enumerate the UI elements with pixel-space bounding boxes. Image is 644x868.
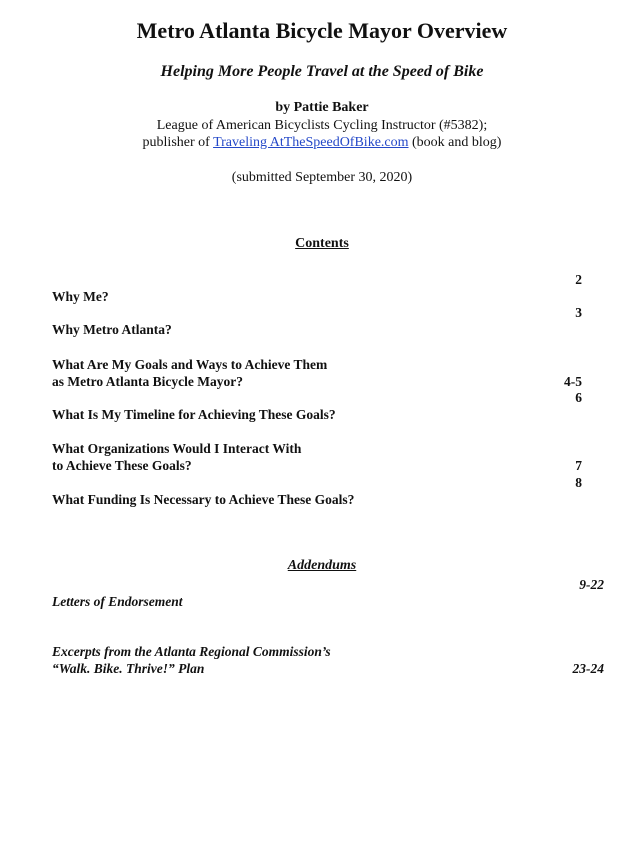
document-title: Metro Atlanta Bicycle Mayor Overview: [136, 18, 508, 43]
contents-heading-text: Contents: [295, 236, 349, 251]
toc-entry-page: 7: [575, 458, 582, 473]
toc-entry-title-line: to Achieve These Goals?: [52, 458, 192, 473]
toc-entry-page: 8: [575, 475, 582, 490]
credential-line: League of American Bicyclists Cycling Instructor (#5382);: [156, 118, 488, 133]
toc-entry-title-line: What Organizations Would I Interact With: [52, 441, 302, 456]
toc-entry-title-line: as Metro Atlanta Bicycle Mayor?: [52, 374, 243, 389]
toc-entry-page: 3: [575, 305, 582, 320]
toc-entry-goals[interactable]: [52, 356, 582, 390]
toc-entry-title: Why Metro Atlanta?: [52, 322, 172, 337]
addendum-entry-page: 9-22: [579, 577, 604, 592]
toc-entry-page: 2: [575, 272, 582, 287]
toc-entry-title: What Funding Is Necessary to Achieve These Goals?: [52, 492, 355, 507]
publisher-prefix: publisher of: [142, 135, 214, 150]
addendum-entry-title-line: Excerpts from the Atlanta Regional Commission’s: [52, 644, 331, 659]
addendum-entry-excerpts[interactable]: [52, 643, 604, 677]
addendums-heading-text: Addendums: [287, 558, 357, 573]
addendum-entry-title-line: “Walk. Bike. Thrive!” Plan: [52, 661, 205, 676]
toc-entry-page: 6: [575, 390, 582, 405]
addendum-entry-title: [52, 643, 331, 677]
toc-entry-title: [52, 440, 301, 474]
toc-entry-organizations[interactable]: [52, 440, 582, 474]
author-credentials: [0, 117, 644, 151]
toc-entry-title: What Is My Timeline for Achieving These Goals?: [52, 407, 336, 422]
publisher-link[interactable]: Traveling AtTheSpeedOfBike.com: [213, 135, 409, 150]
addendum-entry-page: 23-24: [572, 661, 604, 676]
author-line: by Pattie Baker: [275, 100, 369, 115]
document-subtitle: Helping More People Travel at the Speed of Bike: [160, 63, 484, 80]
addendums-heading: [0, 558, 644, 574]
toc-entry-title-line: What Are My Goals and Ways to Achieve Them: [52, 357, 328, 372]
publisher-line: [0, 134, 644, 151]
toc-entry-page: 4-5: [564, 374, 582, 389]
submission-date: (submitted September 30, 2020): [231, 170, 413, 185]
publisher-suffix: (book and blog): [408, 135, 502, 150]
toc-entry-title: Why Me?: [52, 289, 109, 304]
toc-entry-title: [52, 356, 327, 390]
addendum-entry-title: Letters of Endorsement: [52, 594, 183, 609]
contents-heading: [0, 236, 644, 252]
